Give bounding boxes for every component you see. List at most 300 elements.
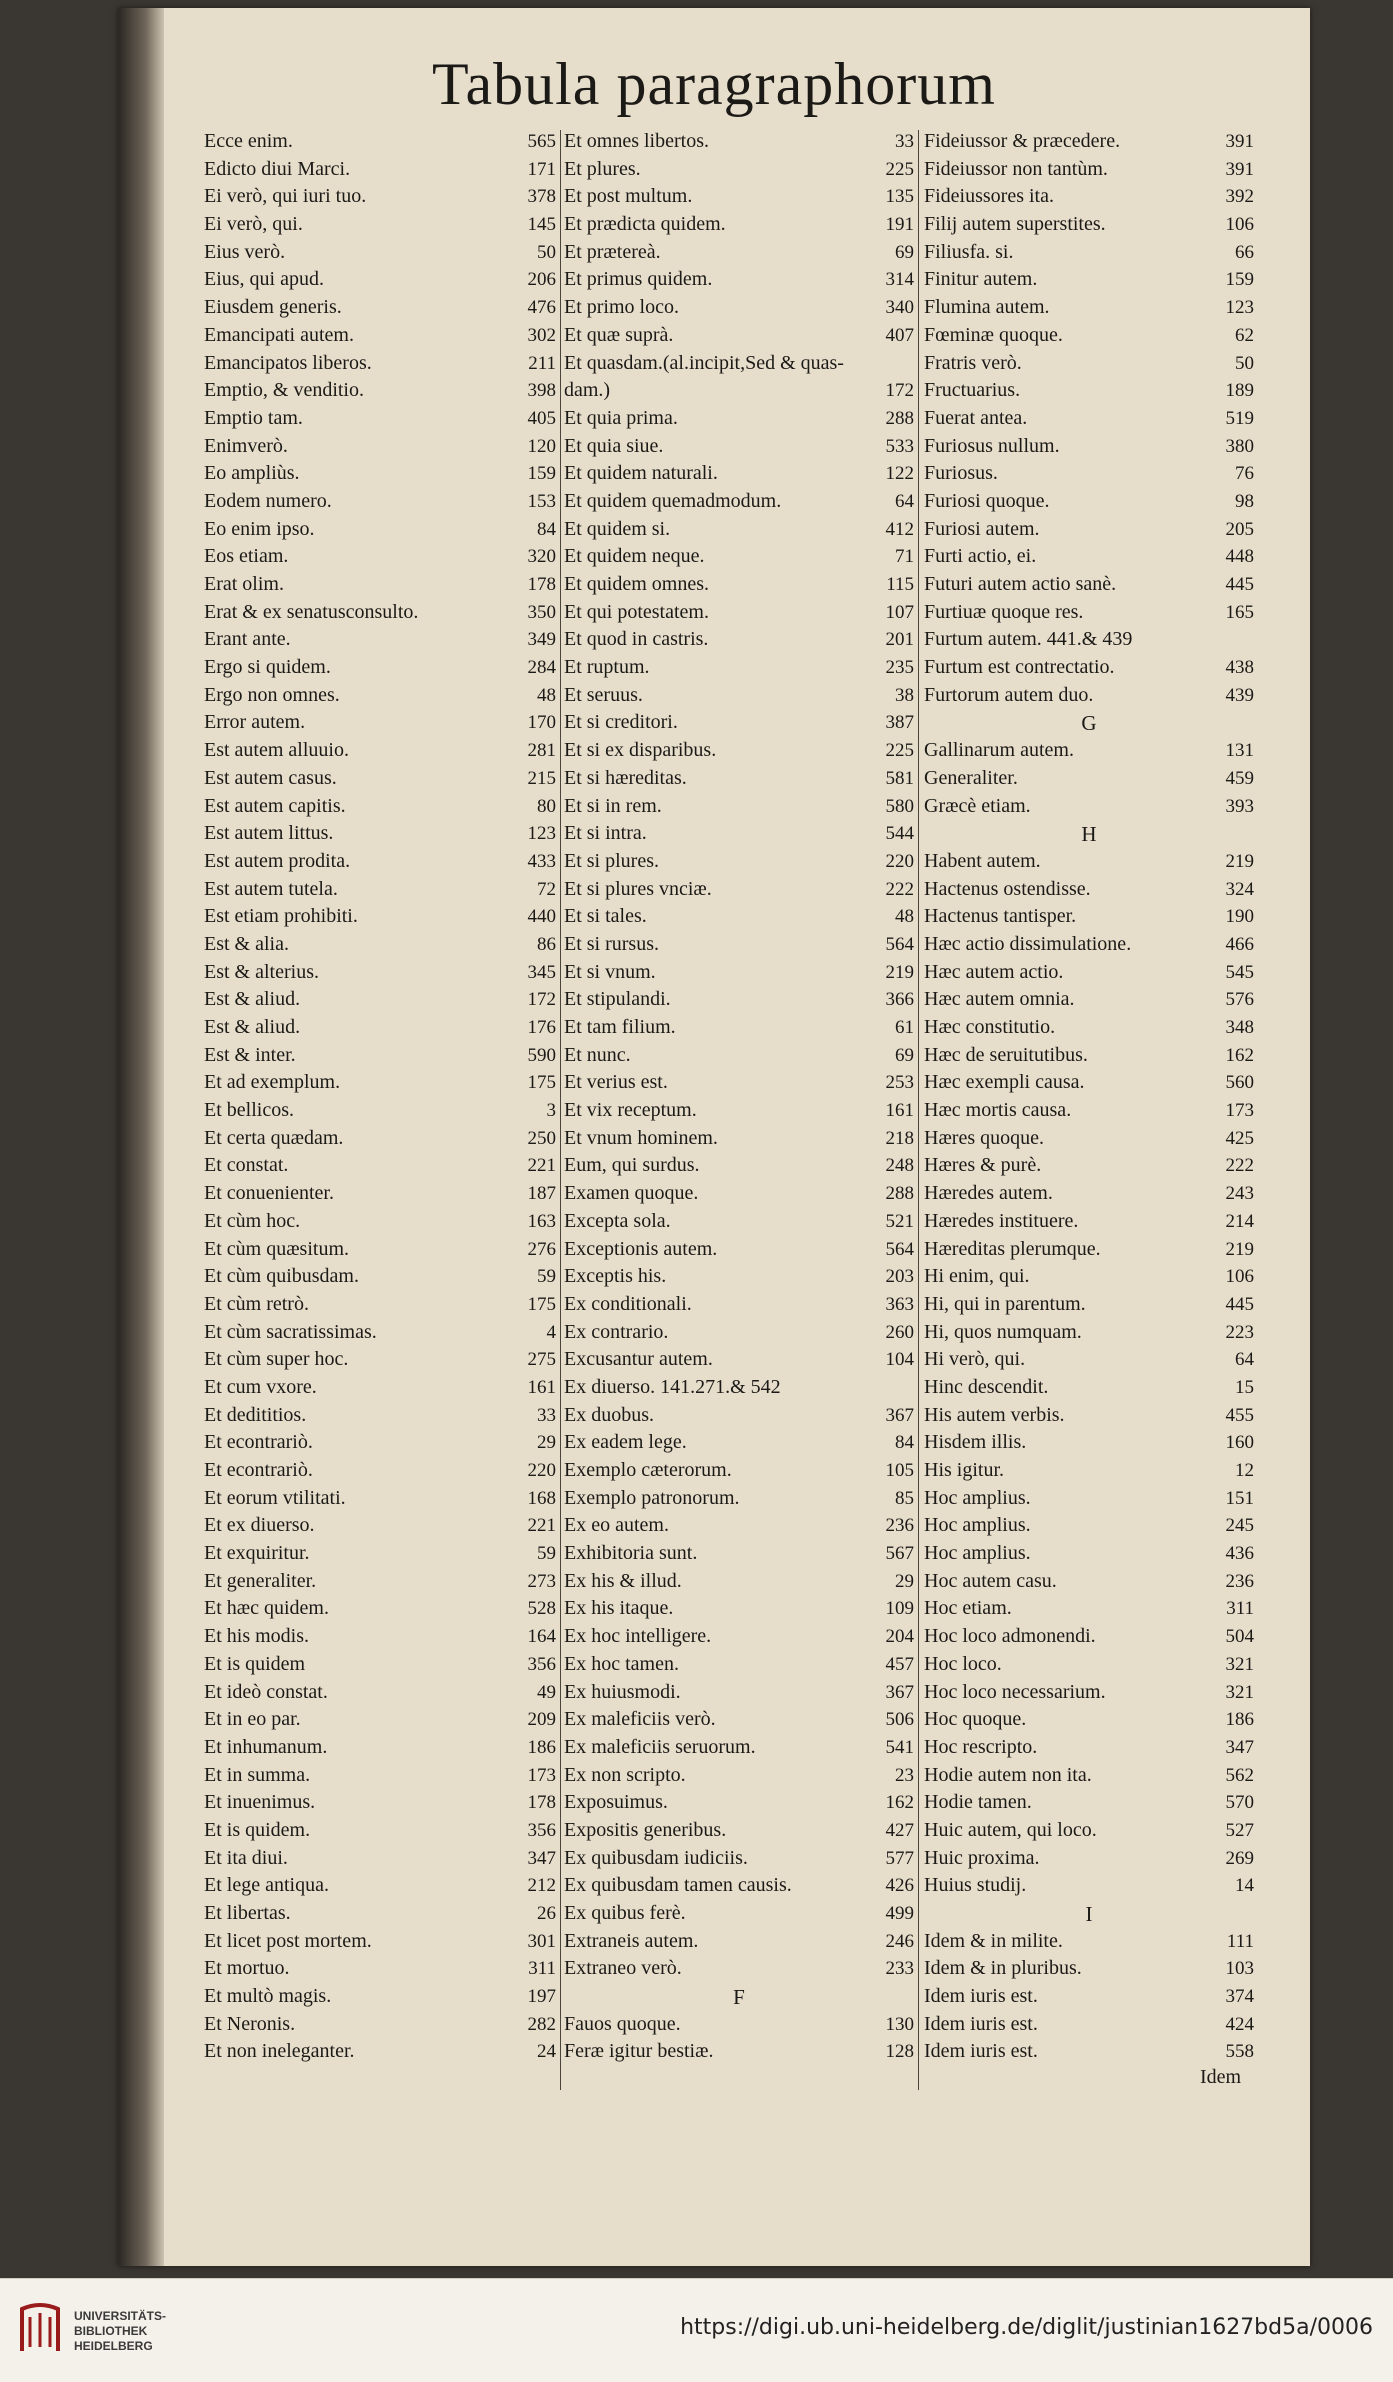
entry-text: Furtorum autem duo. — [924, 683, 1094, 706]
index-entry — [204, 1238, 556, 1266]
entry-text: Hi enim, qui. — [924, 1265, 1030, 1288]
entry-number: 580 — [885, 795, 914, 817]
entry-number: 577 — [885, 1847, 914, 1869]
index-entry — [924, 1321, 1254, 1349]
entry-number: 214 — [1225, 1210, 1254, 1232]
index-entry — [204, 1431, 556, 1459]
index-entry — [924, 1681, 1254, 1709]
entry-number: 320 — [527, 546, 556, 568]
entry-number: 98 — [1235, 490, 1254, 512]
entry-number: 457 — [885, 1653, 914, 1675]
index-entry — [564, 850, 914, 878]
index-entry — [204, 1210, 556, 1238]
entry-number: 59 — [537, 1543, 556, 1565]
entry-text: Hisdem illis. — [924, 1431, 1027, 1454]
entry-number: 219 — [885, 961, 914, 983]
index-entry — [564, 1708, 914, 1736]
entry-number: 499 — [885, 1903, 914, 1924]
index-entry — [564, 878, 914, 906]
index-entry — [924, 1376, 1254, 1404]
index-entry — [924, 462, 1254, 490]
book-spine — [118, 8, 164, 2266]
entry-text: Hoc loco. — [924, 1652, 1002, 1675]
entry-text: Ex huiusmodi. — [564, 1680, 681, 1703]
entry-number: 172 — [527, 989, 556, 1011]
index-entry — [564, 1238, 914, 1266]
entry-text: Et si plures vnciæ. — [564, 877, 712, 900]
book-page — [118, 8, 1310, 2266]
index-entry — [204, 1957, 556, 1985]
entry-text: Hæc autem actio. — [924, 960, 1064, 983]
index-entry — [564, 462, 914, 490]
entry-text: Hoc etiam. — [924, 1597, 1012, 1620]
entry-text: Ergo non omnes. — [204, 683, 340, 706]
entry-text: Furiosi autem. — [924, 517, 1040, 540]
index-entry — [204, 1099, 556, 1127]
index-entry — [924, 296, 1254, 324]
entry-text: Emptio, & venditio. — [204, 379, 364, 402]
entry-text: Et licet post mortem. — [204, 1929, 372, 1952]
index-entry — [564, 518, 914, 546]
index-entry — [924, 1210, 1254, 1238]
entry-text: Et si hæreditas. — [564, 766, 687, 789]
entry-text: Idem iuris est. — [924, 2012, 1038, 2035]
entry-number: 222 — [885, 878, 914, 900]
entry-number: 215 — [527, 767, 556, 789]
entry-number: 576 — [1225, 989, 1254, 1011]
entry-text: Et qui potestatem. — [564, 600, 709, 623]
entry-number: 347 — [527, 1847, 556, 1869]
index-entry — [204, 545, 556, 573]
index-entry — [924, 130, 1254, 158]
entry-number: 391 — [1225, 131, 1254, 152]
entry-text: Fideiussores ita. — [924, 185, 1054, 208]
entry-number: 250 — [527, 1127, 556, 1149]
index-entry — [564, 1487, 914, 1515]
entry-text: Ex his & illud. — [564, 1569, 682, 1592]
entry-number: 49 — [537, 1681, 556, 1703]
entry-text: Eodem numero. — [204, 489, 332, 512]
index-entry — [204, 1348, 556, 1376]
entry-text: Ex conditionali. — [564, 1292, 692, 1315]
entry-number: 106 — [1225, 1266, 1254, 1288]
entry-text: Eos etiam. — [204, 545, 289, 568]
index-entry — [204, 490, 556, 518]
entry-number: 440 — [527, 906, 556, 928]
entry-text: Ex hoc intelligere. — [564, 1625, 712, 1648]
entry-text: Est & alterius. — [204, 960, 319, 983]
entry-number: 84 — [537, 518, 556, 540]
entry-number: 367 — [885, 1681, 914, 1703]
entry-text: Hoc rescripto. — [924, 1735, 1038, 1758]
entry-text: Huic proxima. — [924, 1846, 1040, 1869]
index-entry — [924, 1985, 1254, 2013]
entry-number: 175 — [527, 1072, 556, 1094]
entry-text: His igitur. — [924, 1459, 1005, 1481]
entry-text: Et verius est. — [564, 1071, 668, 1094]
entry-text: Ex quibus ferè. — [564, 1902, 686, 1924]
entry-text: Excepta sola. — [564, 1209, 671, 1232]
entry-text: Et is quidem — [204, 1652, 306, 1675]
entry-number: 466 — [1225, 933, 1254, 955]
entry-number: 253 — [885, 1072, 914, 1094]
entry-number: 424 — [1225, 2013, 1254, 2035]
entry-text: Erant ante. — [204, 628, 291, 651]
entry-number: 162 — [1225, 1044, 1254, 1066]
entry-number: 426 — [885, 1875, 914, 1897]
entry-text: Eius verò. — [204, 240, 286, 263]
entry-text: Et primus quidem. — [564, 268, 713, 291]
entry-text: Et eorum vtilitati. — [204, 1486, 346, 1509]
entry-number: 3 — [546, 1100, 556, 1122]
index-entry — [564, 933, 914, 961]
entry-number: 64 — [895, 490, 914, 512]
entry-number: 363 — [885, 1293, 914, 1315]
entry-number: 201 — [885, 629, 914, 651]
entry-number: 160 — [1225, 1432, 1254, 1454]
entry-number: 564 — [885, 1238, 914, 1260]
entry-text: Enimverò. — [204, 434, 288, 457]
entry-text: Et vnum hominem. — [564, 1126, 718, 1149]
entry-text: Erat olim. — [204, 573, 284, 595]
entry-number: 178 — [527, 574, 556, 595]
index-entry — [204, 1736, 556, 1764]
entry-text: Hæc constitutio. — [924, 1016, 1056, 1038]
index-entry — [204, 601, 556, 629]
entry-text: Et non ineleganter. — [204, 2040, 355, 2063]
entry-number: 173 — [527, 1764, 556, 1786]
entry-number: 212 — [527, 1875, 556, 1897]
index-entry — [924, 518, 1254, 546]
entry-number: 433 — [527, 850, 556, 872]
index-entry — [204, 130, 556, 158]
entry-text: Furtum est contrectatio. — [924, 656, 1115, 679]
entry-text: Hæc de seruitutibus. — [924, 1043, 1088, 1066]
entry-text: Et quidem naturali. — [564, 462, 718, 485]
index-entry — [564, 601, 914, 629]
index-entry — [204, 1265, 556, 1293]
entry-text: Et quasdam.(al.incipit,Sed & quas- — [564, 351, 844, 374]
entry-number: 209 — [527, 1709, 556, 1731]
entry-text: Exceptis his. — [564, 1265, 667, 1288]
index-entry — [924, 1930, 1254, 1958]
index-entry — [564, 213, 914, 241]
entry-number: 275 — [527, 1349, 556, 1371]
entry-number: 164 — [527, 1626, 556, 1648]
entry-number: 356 — [527, 1819, 556, 1841]
index-entry — [564, 684, 914, 712]
index-entry — [564, 767, 914, 795]
index-entry — [564, 1957, 914, 1985]
index-entry — [924, 795, 1254, 823]
entry-text: Et multò magis. — [204, 1985, 332, 2008]
entry-text: Expositis generibus. — [564, 1818, 727, 1841]
entry-text: Et si vnum. — [564, 960, 656, 983]
entry-number: 393 — [1225, 795, 1254, 817]
index-entry — [924, 1348, 1254, 1376]
index-entry — [924, 379, 1254, 407]
entry-text: Examen quoque. — [564, 1182, 699, 1205]
entry-number: 374 — [1225, 1986, 1254, 2008]
entry-text: Et cùm super hoc. — [204, 1348, 349, 1371]
entry-number: 162 — [885, 1792, 914, 1814]
index-entry — [204, 1016, 556, 1044]
entry-number: 392 — [1225, 186, 1254, 208]
entry-text: Emancipatos liberos. — [204, 351, 372, 374]
index-entry — [924, 1154, 1254, 1182]
entry-number: 72 — [537, 878, 556, 900]
index-entry — [924, 850, 1254, 878]
entry-text: Ergo si quidem. — [204, 656, 331, 679]
university-library-logo-icon — [18, 2301, 62, 2355]
index-entry — [204, 1902, 556, 1930]
entry-text: Exemplo cæterorum. — [564, 1459, 732, 1481]
entry-text: Ecce enim. — [204, 130, 293, 152]
entry-number: 459 — [1225, 767, 1254, 789]
entry-text: Est autem prodita. — [204, 849, 351, 872]
index-entry — [204, 850, 556, 878]
entry-text: Huius studij. — [924, 1874, 1027, 1897]
entry-number: 85 — [895, 1487, 914, 1509]
entry-number: 191 — [885, 214, 914, 236]
index-entry — [564, 1210, 914, 1238]
entry-number: 236 — [1225, 1570, 1254, 1592]
index-entry — [564, 1542, 914, 1570]
entry-text: Et primo loco. — [564, 296, 679, 319]
entry-number: 288 — [885, 1183, 914, 1205]
entry-number: 273 — [527, 1570, 556, 1592]
index-entry — [564, 1570, 914, 1598]
index-entry — [924, 1653, 1254, 1681]
index-entry — [204, 518, 556, 546]
entry-number: 321 — [1225, 1681, 1254, 1703]
entry-number: 189 — [1225, 380, 1254, 402]
entry-number: 521 — [885, 1210, 914, 1232]
entry-number: 187 — [527, 1183, 556, 1205]
entry-text: Excusantur autem. — [564, 1348, 713, 1371]
entry-text: Exhibitoria sunt. — [564, 1542, 698, 1565]
entry-text: Exceptionis autem. — [564, 1237, 718, 1260]
entry-number: 219 — [1225, 850, 1254, 872]
entry-text: Et quidem si. — [564, 517, 671, 540]
index-entry — [564, 407, 914, 435]
entry-text: His autem verbis. — [924, 1403, 1065, 1426]
index-entry — [204, 1819, 556, 1847]
entry-text: Et quidem quemadmodum. — [564, 489, 782, 512]
entry-text: Habent autem. — [924, 849, 1041, 872]
entry-text: Finitur autem. — [924, 268, 1038, 291]
entry-text: Ex quibusdam tamen causis. — [564, 1874, 792, 1897]
index-entry — [924, 988, 1254, 1016]
entry-number: 366 — [885, 989, 914, 1011]
entry-text: Ex hoc tamen. — [564, 1652, 679, 1675]
index-entry — [564, 2040, 914, 2068]
entry-text: Hæres quoque. — [924, 1126, 1044, 1149]
entry-number: 14 — [1235, 1875, 1254, 1897]
entry-number: 66 — [1235, 241, 1254, 263]
entry-number: 163 — [527, 1210, 556, 1232]
entry-number: 48 — [895, 906, 914, 928]
index-entry — [924, 1597, 1254, 1625]
entry-text: Est & aliud. — [204, 988, 301, 1011]
entry-number: 135 — [885, 186, 914, 208]
index-entry — [564, 711, 914, 739]
entry-text: Huic autem, qui loco. — [924, 1818, 1097, 1841]
entry-number: 560 — [1225, 1072, 1254, 1094]
index-entry — [924, 1459, 1254, 1487]
entry-text: Fœminæ quoque. — [924, 323, 1063, 346]
entry-text: Et in summa. — [204, 1763, 311, 1786]
entry-number: 233 — [885, 1958, 914, 1980]
entry-text: Generaliter. — [924, 766, 1018, 789]
index-entry — [204, 407, 556, 435]
index-entry — [924, 1071, 1254, 1099]
entry-number: 211 — [528, 352, 556, 374]
index-entry — [924, 1514, 1254, 1542]
index-entry — [924, 1099, 1254, 1127]
index-entry — [204, 961, 556, 989]
index-entry — [204, 1044, 556, 1072]
entry-text: Furti actio, ei. — [924, 545, 1037, 568]
entry-number: 104 — [885, 1349, 914, 1371]
entry-number: 387 — [885, 712, 914, 734]
entry-text: Et quia prima. — [564, 406, 678, 429]
entry-number: 269 — [1225, 1847, 1254, 1869]
entry-text: Hi verò, qui. — [924, 1348, 1026, 1371]
index-entry — [204, 158, 556, 186]
entry-number: 84 — [895, 1432, 914, 1454]
entry-text: Furtum autem. 441.& 439 — [924, 628, 1133, 651]
entry-number: 69 — [895, 1044, 914, 1066]
entry-number: 567 — [885, 1543, 914, 1565]
index-entry — [204, 1708, 556, 1736]
entry-number: 107 — [885, 601, 914, 623]
index-entry — [564, 1819, 914, 1847]
entry-text: Et econtrariò. — [204, 1431, 313, 1454]
index-entry — [924, 684, 1254, 712]
index-entry — [204, 795, 556, 823]
index-entry — [924, 1819, 1254, 1847]
entry-text: Ei verò, qui iuri tuo. — [204, 185, 367, 208]
entry-text: Hæc actio dissimulatione. — [924, 932, 1132, 955]
index-entry — [924, 185, 1254, 213]
index-entry — [204, 1514, 556, 1542]
entry-number: 590 — [527, 1044, 556, 1066]
index-entry — [204, 1321, 556, 1349]
index-entry — [924, 1736, 1254, 1764]
entry-text: Erat & ex senatusconsulto. — [204, 600, 419, 623]
entry-text: Et si ex disparibus. — [564, 739, 717, 762]
index-entry — [924, 1431, 1254, 1459]
entry-text: Idem iuris est. — [924, 1985, 1038, 2008]
index-entry — [564, 2013, 914, 2041]
entry-number: 178 — [527, 1792, 556, 1814]
entry-number: 504 — [1225, 1626, 1254, 1648]
entry-text: Et ruptum. — [564, 656, 650, 679]
entry-number: 122 — [885, 463, 914, 485]
index-entry — [204, 213, 556, 241]
index-entry — [204, 1127, 556, 1155]
index-entry — [924, 1764, 1254, 1792]
entry-text: Fideiussor non tantùm. — [924, 157, 1108, 180]
entry-text: Et certa quædam. — [204, 1126, 344, 1149]
entry-text: Emancipati autem. — [204, 323, 354, 346]
entry-text: Ei verò, qui. — [204, 213, 303, 236]
entry-text: Et stipulandi. — [564, 988, 671, 1011]
index-entry — [924, 1293, 1254, 1321]
entry-text: Fratris verò. — [924, 351, 1022, 374]
index-entry — [204, 656, 556, 684]
index-entry — [204, 822, 556, 850]
index-entry — [204, 905, 556, 933]
index-entry — [204, 1487, 556, 1515]
entry-text: Et ex diuerso. — [204, 1514, 315, 1537]
entry-text: Hoc loco admonendi. — [924, 1625, 1096, 1648]
entry-number: 218 — [885, 1127, 914, 1149]
index-entry — [204, 1071, 556, 1099]
entry-number: 223 — [1225, 1321, 1254, 1343]
entry-number: 476 — [527, 297, 556, 319]
entry-number: 175 — [527, 1293, 556, 1315]
index-entry — [204, 573, 556, 601]
index-entry — [204, 2013, 556, 2041]
entry-text: Græcè etiam. — [924, 794, 1031, 817]
index-entry — [924, 1847, 1254, 1875]
index-entry — [204, 1459, 556, 1487]
index-entry — [564, 435, 914, 463]
entry-number: 519 — [1225, 407, 1254, 429]
entry-text: Hoc loco necessarium. — [924, 1680, 1106, 1703]
entry-text: Hactenus tantisper. — [924, 905, 1077, 928]
entry-number: 245 — [1225, 1515, 1254, 1537]
index-entry — [204, 711, 556, 739]
entry-text: Furtiuæ quoque res. — [924, 600, 1084, 623]
entry-number: 219 — [1225, 1238, 1254, 1260]
entry-number: 248 — [885, 1155, 914, 1177]
index-entry — [924, 933, 1254, 961]
permalink-url[interactable]: https://digi.ub.uni-heidelberg.de/diglit/justinian1627bd5a/0006 — [680, 2315, 1373, 2340]
entry-number: 206 — [527, 269, 556, 291]
entry-text: Et si tales. — [564, 905, 647, 928]
entry-text: Et libertas. — [204, 1902, 291, 1924]
entry-number: 405 — [527, 407, 556, 429]
entry-text: Ex quibusdam iudiciis. — [564, 1846, 748, 1869]
index-entry — [564, 1431, 914, 1459]
entry-number: 153 — [527, 490, 556, 512]
letter-heading: F — [733, 1985, 745, 2010]
index-entry — [564, 296, 914, 324]
index-entry — [564, 241, 914, 269]
entry-number: 170 — [527, 712, 556, 734]
index-entry — [924, 1625, 1254, 1653]
entry-number: 205 — [1225, 518, 1254, 540]
entry-text: Ex contrario. — [564, 1320, 669, 1343]
entry-number: 130 — [885, 2013, 914, 2035]
entry-text: Eiusdem generis. — [204, 296, 342, 319]
entry-text: Hodie autem non ita. — [924, 1763, 1092, 1786]
entry-number: 425 — [1225, 1127, 1254, 1149]
entry-number: 159 — [1225, 269, 1254, 291]
index-entry — [564, 905, 914, 933]
index-entry — [924, 1791, 1254, 1819]
entry-number: 159 — [527, 463, 556, 485]
index-entry — [564, 1902, 914, 1930]
entry-number: 12 — [1235, 1460, 1254, 1481]
index-entry — [924, 656, 1254, 684]
entry-text: Futuri autem actio sanè. — [924, 573, 1117, 595]
index-entry — [564, 1321, 914, 1349]
index-entry — [924, 1404, 1254, 1432]
